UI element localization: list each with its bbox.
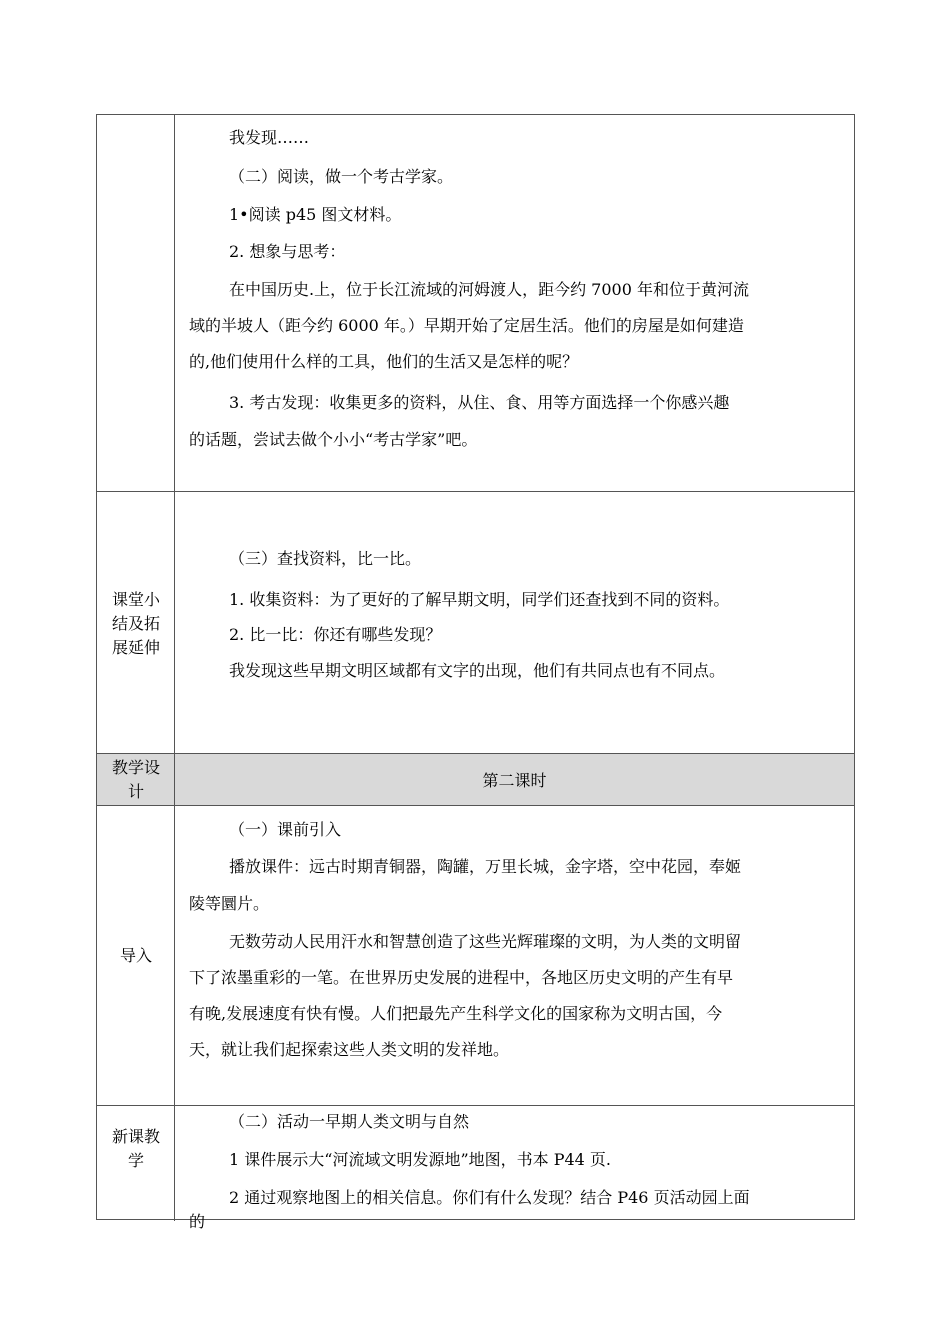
row-label-text: 计 [127, 782, 144, 801]
lesson-title: 第二课时 [482, 771, 547, 790]
table-row-new-lesson [97, 1106, 854, 1231]
table-row-intro [97, 806, 854, 1106]
content-line: 天，就让我们起探索这些人类文明的发祥地。 [189, 1040, 510, 1059]
row-label-cell [97, 754, 175, 805]
row-content-cell [175, 492, 854, 753]
row-label-text: 学 [127, 1151, 144, 1170]
content-line: 陵等圜片。 [189, 894, 270, 913]
content-line: 的,他们使用什么样的工具，他们的生活又是怎样的呢？ [189, 352, 579, 371]
content-line: 的 [189, 1212, 206, 1231]
content-line: 下了浓墨重彩的一笔。在世界历史发展的进程中，各地区历史文明的产生有早 [189, 968, 734, 987]
content-line: 有晚,发展速度有快有慢。人们把最先产生科学文化的国家称为文明古国，今 [189, 1004, 723, 1023]
content-line: 2. 比一比：你还有哪些发现？ [229, 625, 442, 644]
content-line: 在中国历史.上，位于长江流域的河姆渡人，距今约 7000 年和位于黄河流 [229, 280, 749, 299]
row-label-cell [97, 492, 175, 753]
row-label-text: 导入 [119, 946, 152, 965]
row-label-text: 课堂小 [111, 590, 160, 609]
row-content-cell [175, 115, 854, 491]
row-label-cell [97, 115, 175, 491]
row-label-cell [97, 806, 175, 1105]
table-row-lesson-header [97, 754, 854, 806]
row-label-text: 教学设 [111, 758, 160, 777]
content-line: 的话题，尝试去做个小小“考古学家”吧。 [189, 430, 478, 449]
content-line: 我发现这些早期文明区域都有文字的出现，他们有共同点也有不同点。 [229, 661, 726, 680]
row-label-text: 新课教 [111, 1127, 160, 1146]
content-line: 2. 想象与思考： [229, 242, 346, 261]
table-row-reading [97, 115, 854, 492]
content-line: 1•阅读 p45 图文材料。 [229, 205, 402, 224]
row-content-cell [175, 806, 854, 1105]
content-line: 我发现…… [229, 128, 310, 147]
content-line: （三）查找资料，比一比。 [229, 549, 422, 568]
content-line: （二）活动一早期人类文明与自然 [229, 1112, 470, 1131]
table-row-summary [97, 492, 854, 754]
content-line: 域的半坡人（距今约 6000 年。）早期开始了定居生活。他们的房屋是如何建造 [189, 316, 744, 335]
content-line: （一）课前引入 [229, 820, 342, 839]
row-content-cell [175, 1106, 854, 1231]
content-line: 3. 考古发现：收集更多的资料，从住、食、用等方面选择一个你感兴趣 [229, 393, 730, 412]
content-line: 1. 收集资料：为了更好的了解早期文明，同学们还查找到不同的资料。 [229, 590, 730, 609]
content-line: （二）阅读，做一个考古学家。 [229, 167, 454, 186]
content-line: 播放课件：远古时期青铜器，陶罐，万里长城，金字塔，空中花园，奉姬 [229, 857, 742, 876]
content-line: 2 通过观察地图上的相关信息。你们有什么发现？结合 P46 页活动园上面 [229, 1188, 750, 1207]
row-label-text: 结及拓 [111, 614, 160, 633]
row-content-cell [175, 754, 854, 805]
content-line: 无数劳动人民用汗水和智慧创造了这些光辉璀璨的文明，为人类的文明留 [229, 932, 742, 951]
lesson-plan-table [96, 114, 855, 1231]
row-label-text: 展延伸 [111, 638, 160, 657]
row-label-cell [97, 1106, 175, 1221]
content-line: 1 课件展示大“河流域文明发源地”地图，书本 P44 页. [229, 1150, 612, 1169]
